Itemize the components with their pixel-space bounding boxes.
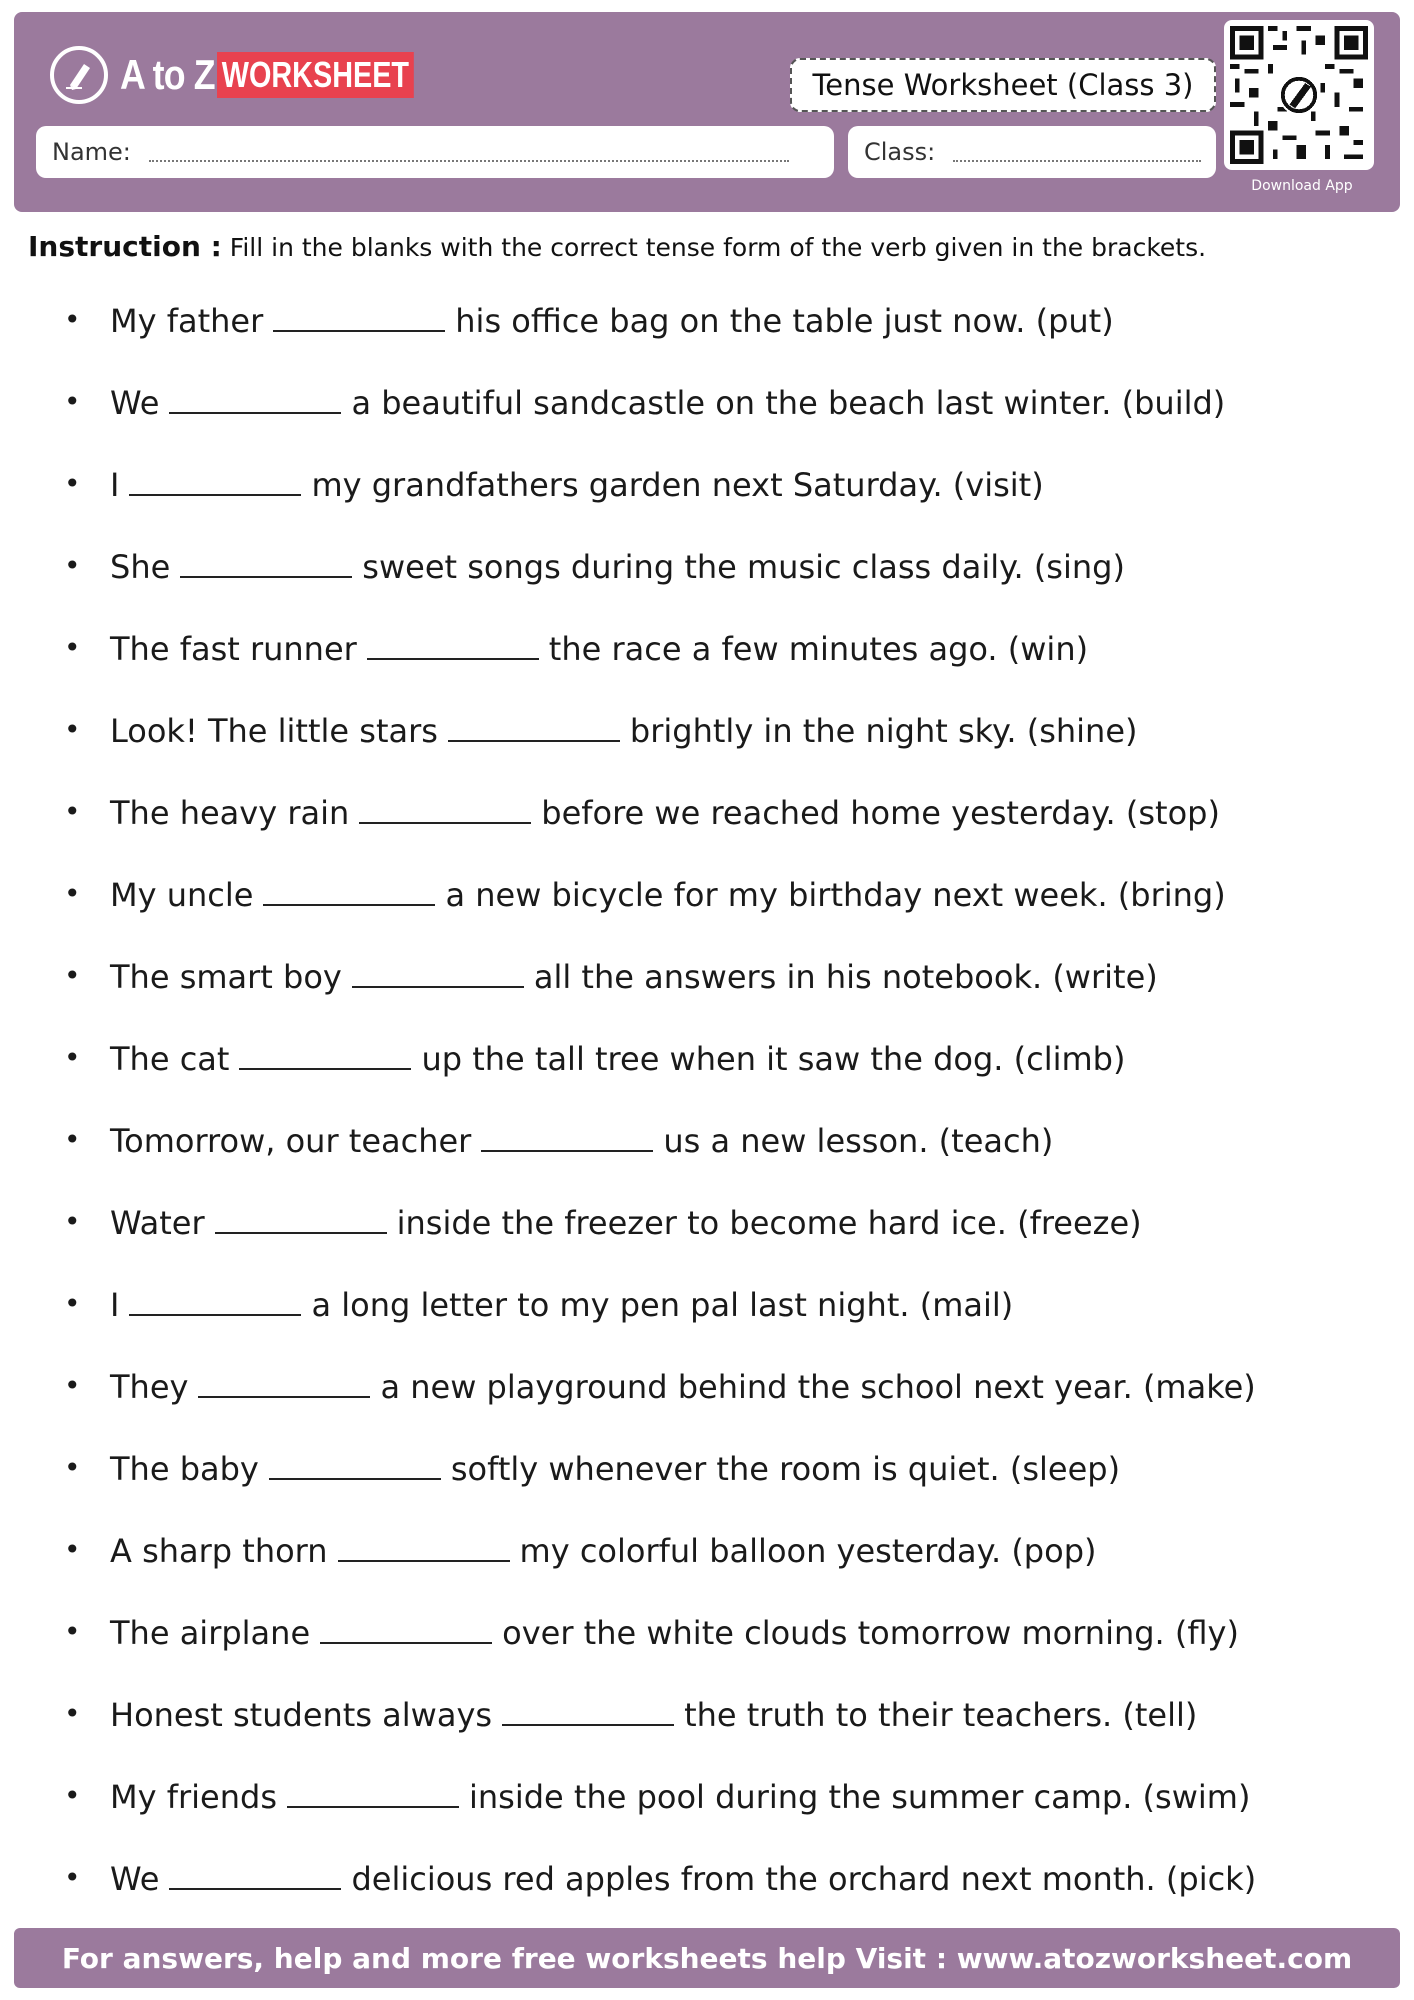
question-text (110, 1772, 1250, 1821)
question-before-blank: Look! The little stars (110, 712, 438, 750)
question-after-blank: a new playground behind the school next year. (make) (380, 1368, 1256, 1406)
question-after-blank: my grandfathers garden next Saturday. (visit) (311, 466, 1044, 504)
answer-blank[interactable] (359, 788, 531, 824)
answer-blank[interactable] (320, 1608, 492, 1644)
question-text (110, 542, 1125, 591)
bullet-icon: • (64, 1041, 81, 1074)
question-text (110, 1280, 1013, 1329)
question-after-blank: delicious red apples from the orchard next month. (pick) (351, 1860, 1257, 1898)
bullet-icon: • (64, 877, 81, 910)
bullet-icon: • (64, 1861, 81, 1894)
question-text (110, 706, 1138, 755)
question-item (64, 542, 1384, 624)
question-before-blank: I (110, 1286, 120, 1324)
instruction-text: Fill in the blanks with the correct tense form of the verb given in the brackets. (229, 233, 1207, 262)
answer-blank[interactable] (180, 542, 352, 578)
question-before-blank: Honest students always (110, 1696, 493, 1734)
question-text (110, 788, 1220, 837)
question-before-blank: The heavy rain (110, 794, 350, 832)
question-item (64, 706, 1384, 788)
question-after-blank: the truth to their teachers. (tell) (684, 1696, 1198, 1734)
footer-text: For answers, help and more free worksheets help Visit : www.atozworksheet.com (61, 1941, 1353, 1975)
download-app-qr[interactable] (1224, 20, 1380, 204)
question-before-blank: The airplane (110, 1614, 311, 1652)
question-item (64, 624, 1384, 706)
question-item (64, 788, 1384, 870)
bullet-icon: • (64, 303, 81, 336)
name-label: Name: (52, 138, 131, 166)
question-before-blank: Tomorrow, our teacher (110, 1122, 472, 1160)
question-after-blank: the race a few minutes ago. (win) (548, 630, 1089, 668)
question-text (110, 378, 1225, 427)
question-after-blank: sweet songs during the music class daily. (sing) (362, 548, 1125, 586)
question-after-blank: inside the freezer to become hard ice. (freeze) (396, 1204, 1142, 1242)
answer-blank[interactable] (273, 296, 445, 332)
answer-blank[interactable] (239, 1034, 411, 1070)
question-text (110, 1690, 1197, 1739)
question-item (64, 1444, 1384, 1526)
bullet-icon: • (64, 713, 81, 746)
question-after-blank: inside the pool during the summer camp. (swim) (468, 1778, 1251, 1816)
question-after-blank: a beautiful sandcastle on the beach last winter. (build) (351, 384, 1226, 422)
bullet-icon: • (64, 467, 81, 500)
question-text (110, 460, 1044, 509)
qr-caption: Download App (1251, 178, 1353, 194)
question-item (64, 1116, 1384, 1198)
question-before-blank: I (110, 466, 120, 504)
question-item (64, 1198, 1384, 1280)
logo-accent-text: WORKSHEET (217, 52, 414, 98)
question-text (110, 1854, 1256, 1903)
question-item (64, 870, 1384, 952)
answer-blank[interactable] (367, 624, 539, 660)
question-text (110, 1198, 1142, 1247)
question-text (110, 1034, 1125, 1083)
question-item (64, 952, 1384, 1034)
question-before-blank: A sharp thorn (110, 1532, 328, 1570)
answer-blank[interactable] (502, 1690, 674, 1726)
class-label: Class: (864, 138, 936, 166)
qr-code-icon (1224, 20, 1374, 170)
bullet-icon: • (64, 959, 81, 992)
question-item (64, 1280, 1384, 1362)
instruction (28, 230, 1398, 263)
worksheet-title (790, 58, 1216, 112)
answer-blank[interactable] (352, 952, 524, 988)
question-text (110, 1608, 1239, 1657)
bullet-icon: • (64, 1287, 81, 1320)
answer-blank[interactable] (263, 870, 435, 906)
question-item (64, 1362, 1384, 1444)
question-after-blank: brightly in the night sky. (shine) (629, 712, 1138, 750)
question-item (64, 460, 1384, 542)
answer-blank[interactable] (169, 1854, 341, 1890)
question-after-blank: his office bag on the table just now. (put) (455, 302, 1114, 340)
logo-text: A to Z (120, 51, 215, 98)
answer-blank[interactable] (129, 460, 301, 496)
name-dotted-line (149, 142, 789, 162)
question-before-blank: My friends (110, 1778, 277, 1816)
question-before-blank: They (110, 1368, 189, 1406)
bullet-icon: • (64, 1533, 81, 1566)
question-item (64, 378, 1384, 460)
answer-blank[interactable] (169, 378, 341, 414)
class-dotted-line (953, 142, 1201, 162)
question-item (64, 1772, 1384, 1854)
bullet-icon: • (64, 1697, 81, 1730)
pen-logo-icon (50, 46, 108, 104)
question-after-blank: all the answers in his notebook. (write) (533, 958, 1158, 996)
question-before-blank: She (110, 548, 171, 586)
question-after-blank: over the white clouds tomorrow morning. (fly) (502, 1614, 1239, 1652)
question-list (64, 296, 1384, 1936)
question-after-blank: my colorful balloon yesterday. (pop) (519, 1532, 1097, 1570)
bullet-icon: • (64, 1615, 81, 1648)
question-before-blank: We (110, 384, 160, 422)
answer-blank[interactable] (129, 1280, 301, 1316)
bullet-icon: • (64, 795, 81, 828)
bullet-icon: • (64, 385, 81, 418)
worksheet-title-text: Tense Worksheet (Class 3) (812, 68, 1194, 102)
class-field[interactable] (848, 126, 1216, 178)
question-before-blank: The smart boy (110, 958, 342, 996)
question-before-blank: The baby (110, 1450, 259, 1488)
question-text (110, 1526, 1096, 1575)
question-after-blank: softly whenever the room is quiet. (sleep) (450, 1450, 1121, 1488)
bullet-icon: • (64, 1205, 81, 1238)
question-text (110, 1444, 1120, 1493)
question-after-blank: a long letter to my pen pal last night. (mail) (311, 1286, 1014, 1324)
question-text (110, 870, 1226, 919)
question-text (110, 1116, 1053, 1165)
question-before-blank: The cat (110, 1040, 230, 1078)
answer-blank[interactable] (215, 1198, 387, 1234)
answer-blank[interactable] (198, 1362, 370, 1398)
bullet-icon: • (64, 1451, 81, 1484)
question-text (110, 624, 1088, 673)
question-item (64, 1608, 1384, 1690)
question-text (110, 296, 1114, 345)
question-after-blank: a new bicycle for my birthday next week. (bring) (445, 876, 1226, 914)
answer-blank[interactable] (448, 706, 620, 742)
question-item (64, 1526, 1384, 1608)
question-item (64, 1690, 1384, 1772)
question-before-blank: We (110, 1860, 160, 1898)
bullet-icon: • (64, 1779, 81, 1812)
name-field[interactable] (36, 126, 834, 178)
answer-blank[interactable] (269, 1444, 441, 1480)
answer-blank[interactable] (287, 1772, 459, 1808)
question-item (64, 1854, 1384, 1936)
bullet-icon: • (64, 1369, 81, 1402)
bullet-icon: • (64, 1123, 81, 1156)
question-after-blank: up the tall tree when it saw the dog. (climb) (421, 1040, 1126, 1078)
question-text (110, 1362, 1256, 1411)
question-before-blank: Water (110, 1204, 205, 1242)
question-item (64, 1034, 1384, 1116)
question-after-blank: us a new lesson. (teach) (663, 1122, 1054, 1160)
answer-blank[interactable] (481, 1116, 653, 1152)
question-before-blank: My uncle (110, 876, 254, 914)
header-band (14, 12, 1400, 212)
question-before-blank: The fast runner (110, 630, 357, 668)
question-text (110, 952, 1158, 1001)
footer-band (14, 1928, 1400, 1988)
answer-blank[interactable] (338, 1526, 510, 1562)
question-before-blank: My father (110, 302, 264, 340)
site-logo[interactable] (50, 46, 463, 104)
instruction-label: Instruction : (28, 230, 222, 263)
question-after-blank: before we reached home yesterday. (stop) (541, 794, 1220, 832)
bullet-icon: • (64, 549, 81, 582)
question-item (64, 296, 1384, 378)
bullet-icon: • (64, 631, 81, 664)
